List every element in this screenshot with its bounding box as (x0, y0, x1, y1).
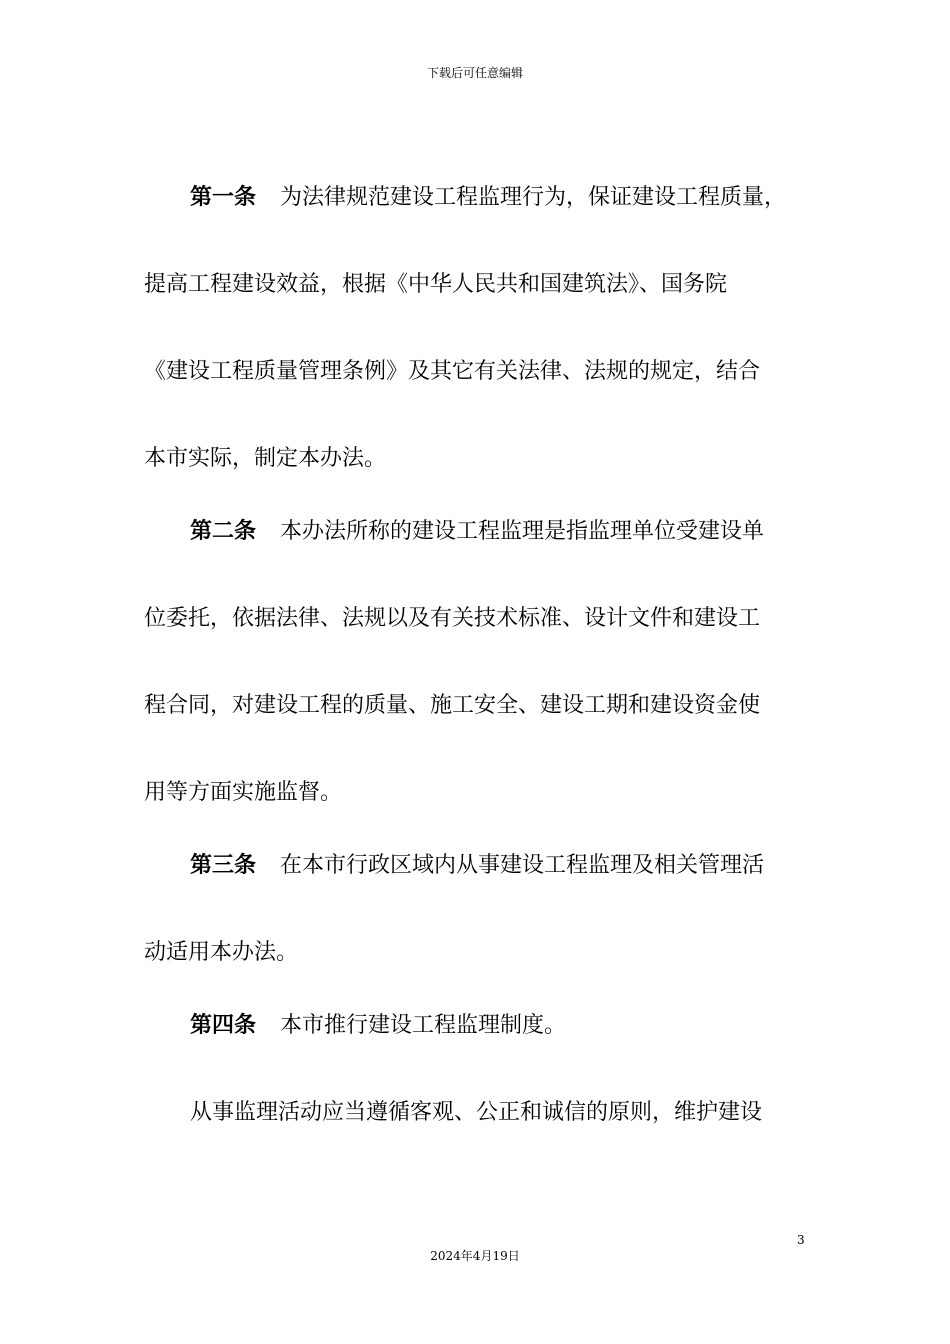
article-2-first-line (190, 517, 764, 547)
article-3-text: 在本市行政区域内从事建设工程监理及相关管理活 (280, 853, 765, 878)
article-1-line-3: 《建设工程质量管理条例》及其它有关法律、法规的规定，结合 (144, 359, 761, 384)
article-1-first-line (190, 183, 786, 213)
article-3-number: 第三条 (190, 853, 257, 878)
article-2-text: 本办法所称的建设工程监理是指监理单位受建设单 (280, 519, 765, 544)
article-4-first-line (190, 1011, 566, 1041)
article-1-text: 为法律规范建设工程监理行为，保证建设工程质量， (280, 185, 787, 210)
article-2-line-2: 位委托，依据法律、法规以及有关技术标准、设计文件和建设工 (144, 606, 761, 631)
article-1-number: 第一条 (190, 185, 257, 210)
article-1-line-4: 本市实际，制定本办法。 (144, 446, 387, 471)
article-1-line-2: 提高工程建设效益，根据《中华人民共和国建筑法》、国务院 (144, 272, 728, 297)
article-2-number: 第二条 (190, 519, 257, 544)
page-number: 3 (797, 1233, 805, 1247)
page-header: 下载后可任意编辑 (426, 66, 523, 80)
article-2-line-3: 程合同，对建设工程的质量、施工安全、建设工期和建设资金使 (144, 693, 761, 718)
article-2-line-4: 用等方面实施监督。 (144, 780, 343, 805)
article-3-first-line (190, 851, 764, 881)
footer-date: 2024年4月19日 (430, 1249, 520, 1263)
paragraph-first-line: 从事监理活动应当遵循客观、公正和诚信的原则，维护建设 (190, 1100, 763, 1125)
article-4-text: 本市推行建设工程监理制度。 (280, 1013, 567, 1038)
article-3-line-2: 动适用本办法。 (144, 940, 299, 965)
article-4-number: 第四条 (190, 1013, 257, 1038)
